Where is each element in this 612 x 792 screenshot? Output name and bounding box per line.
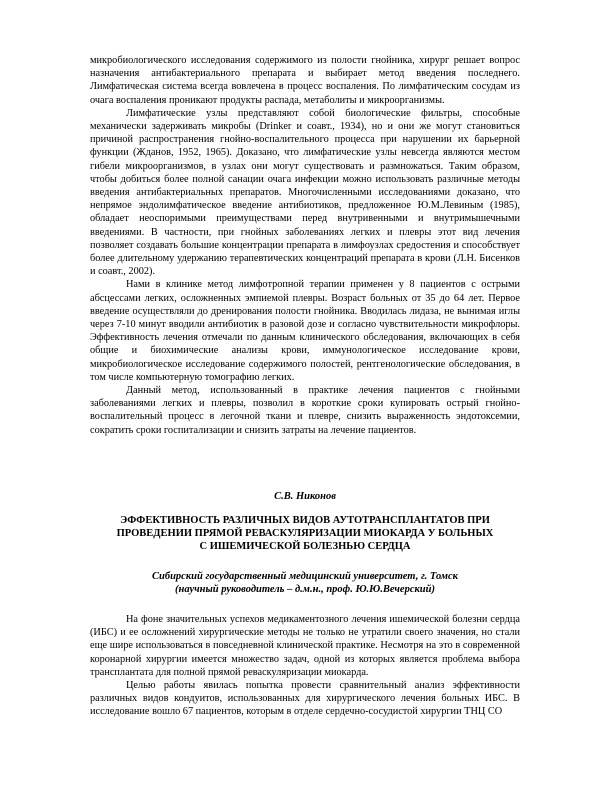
article-title	[104, 514, 506, 553]
body-paragraph-1: микробиологического исследования содержимого из полости гнойника, хирург решает вопрос назначения антибактериального препарата и выбирает метод введения последнего. Лимфатическая система всегда вовлечена в процесс воспаления. По лимфатическим сосудам из очага воспаления проникают продукты распада, метаболиты и микроорганизмы.	[90, 55, 520, 106]
body-paragraph-3: Нами в клинике метод лимфотропной терапии применен у 8 пациентов с острыми абсцессами легких, осложненных эмпиемой плевры. Возраст больных от 35 до 64 лет. Первое введение осуществляли до дренирования полости гнойника. Вводилась лидаза, не вынимая иглы через 7-10 минут вводили антибиотик в разовой дозе и согласно чувствительности микрофлоры. Эффективность лечения отмечали по данным клинического обследования, включающих в себя общие и биохимические анализы крови, иммунологическое исследование крови, микробиологическое исследование содержимого полостей, рентгенологические обследования, в том числе компьютерную томографию легких.	[90, 279, 520, 383]
title-line-2: ПРОВЕДЕНИИ ПРЯМОЙ РЕВАСКУЛЯРИЗАЦИИ МИОКАРДА У БОЛЬНЫХ	[116, 528, 494, 539]
article-paragraph-2: Целью работы явилась попытка провести сравнительный анализ эффективности различных видов кондуитов, использованных для хирургического лечения больных ИБС. В исследование вошло 67 пациентов, которым в отделе сердечно-сосудистой хирургии ТНЦ СО	[90, 680, 520, 718]
author-name: С.В. Никонов	[274, 491, 336, 502]
previous-article-body	[90, 54, 520, 437]
supervisor: (научный руководитель – д.м.н., проф. Ю.Ю.Вечерский)	[175, 584, 435, 595]
body-paragraph-4: Данный метод, использованный в практике лечения пациентов с гнойными заболеваниями легких и плевры, позволил в короткие сроки купировать острый гнойно-воспалительный процесс в легочной ткани и плевре, снизить выраженность эндотоксемии, сократить сроки госпитализации и снизить затраты на лечение пациентов.	[90, 385, 520, 436]
article-paragraph-1: На фоне значительных успехов медикаментозного лечения ишемической болезни сердца (ИБС) и ее осложнений хирургические методы не только не утратили своего значения, но стали еще шире использоваться в повседневной клинической практике. Несмотря на это в современной коронарной хирургии имеется множество задач, одной из которых является проблема выбора трансплантата для полной прямой реваскуляризации миокарда.	[90, 614, 520, 678]
title-line-1: ЭФФЕКТИВНОСТЬ РАЗЛИЧНЫХ ВИДОВ АУТОТРАНСПЛАНТАТОВ ПРИ	[120, 515, 490, 526]
body-paragraph-2: Лимфатические узлы представляют собой биологические фильтры, способные механически задерживать микробы (Drinker и соавт., 1934), но и они же могут становиться причиной распространения гнойно-воспалительного процесса при нарушении их барьерной функции (Жданов, 1952, 1965). Доказано, что лимфатические узлы невсегда являются местом гибели микроорганизмов, в узлах они могут существовать и размножаться. Таким образом, чтобы добиться более полной санации очага инфекции можно использовать различные методы введения антибактериальных препаратов. Многочисленными исследованиями доказано, что непрямое эндолимфатическое введение антибиотиков, предложенное Ю.М.Левиным (1985), обладает неоспоримыми преимуществами перед внутривенными и внутримышечными введениями. В частности, при гнойных заболеваниях легких и плевры этот вид лечения позволяет создавать большие концентрации препарата в лимфоузлах средостения и способствует более длительному удержанию терапевтических концентраций препарата в крови (Л.Н. Бисенков и соавт., 2002).	[90, 107, 520, 278]
affiliation: Сибирский государственный медицинский университет, г. Томск	[152, 571, 458, 582]
affiliation-block	[90, 570, 520, 596]
title-line-3: С ИШЕМИЧЕСКОЙ БОЛЕЗНЬЮ СЕРДЦА	[199, 541, 411, 552]
article-body	[90, 613, 520, 719]
